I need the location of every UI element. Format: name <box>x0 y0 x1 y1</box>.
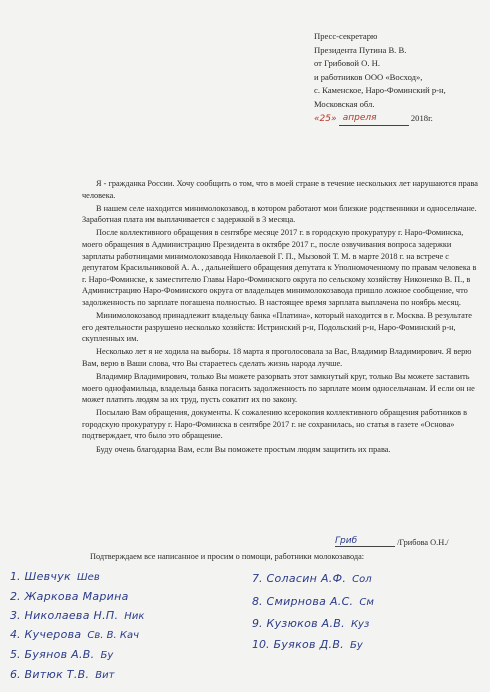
addressee-line: с. Каменское, Наро-Фоминский р-н, <box>314 85 446 96</box>
signer-name: Кучерова <box>24 628 82 641</box>
signer-row <box>10 609 144 622</box>
signer-name: Соласин А.Ф. <box>266 572 347 585</box>
body-paragraph: Посылаю Вам обращения, документы. К сожалению ксерокопия коллективного обращения работников в городскую прокуратуру г. Наро-Фоминска в сентябре 2017 г. не сохранилась, но статья в газете «Основа» подтверждает, что было это обращение. <box>82 408 468 441</box>
signer-name: Буянов А.В. <box>24 648 95 661</box>
date-day: «25» <box>314 113 337 124</box>
signer-row <box>10 590 135 603</box>
signer-signature: Вит <box>95 670 115 681</box>
signer-row <box>252 572 372 585</box>
signer-name: Смирнова А.С. <box>266 595 354 608</box>
signer-number: 5. <box>10 648 21 661</box>
signer-number: 10. <box>252 638 270 651</box>
signer-number: 7. <box>252 572 263 585</box>
date-year: 2018г. <box>410 112 433 123</box>
body-paragraph: Буду очень благодарна Вам, если Вы поможете простым людям защитить их права. <box>96 444 391 454</box>
signer-signature: Сол <box>352 574 372 585</box>
signer-signature: Шев <box>76 572 100 583</box>
addressee-line: Пресс-секретарю <box>314 31 378 41</box>
signer-number: 1. <box>10 570 21 583</box>
signer-row <box>252 595 374 608</box>
author-signature <box>335 536 449 547</box>
signer-name: Шевчук <box>24 570 71 583</box>
signer-row <box>252 638 363 651</box>
body-paragraph: Я - гражданка России. Хочу сообщить о том, что в моей стране в течение нескольких лет нарушаются права человека. <box>82 179 478 200</box>
signer-name: Кузюков А.В. <box>266 617 345 630</box>
signer-signature: Ник <box>124 611 145 622</box>
signature-name: /Грибова О.Н./ <box>397 538 449 547</box>
addressee-line: от Грибовой О. Н. <box>314 58 380 69</box>
signer-number: 8. <box>252 595 263 608</box>
signer-number: 4. <box>10 628 21 641</box>
body-paragraph: Минимолокозавод принадлежит владельцу банка «Платина», который находится в г. Москва. В результате его деятельности разрушено несколько хозяйств: Истринский р-н, Подольский р-н, Наро-Фоминский р-н, скупленных им. <box>82 311 472 344</box>
body-paragraph: В нашем селе находится минимолокозавод, в котором работают мои близкие родственники и односельчане. Заработная плата им выплачивается с задержкой в 3 месяца. <box>82 203 477 225</box>
signer-signature: Св. В. Кач <box>87 630 140 641</box>
addressee-line: и работников ООО «Восход», <box>314 71 423 82</box>
signer-row <box>10 628 139 641</box>
signature-mark: Гриб <box>335 536 395 547</box>
signer-name: Буяков Д.В. <box>273 638 344 651</box>
addressee-line: Московская обл. <box>314 98 375 109</box>
signer-signature: Куз <box>350 619 370 630</box>
signer-row <box>10 570 100 583</box>
date-month: апреля <box>342 112 377 123</box>
signer-row <box>252 617 369 630</box>
signer-row <box>10 648 113 661</box>
date-month-field <box>339 112 409 126</box>
letter-date <box>314 112 486 127</box>
signer-number: 9. <box>252 617 263 630</box>
signer-name: Витюк Т.В. <box>24 668 90 681</box>
addressee-block <box>314 30 486 126</box>
signer-signature: Бу <box>100 650 114 661</box>
closing-statement: Подтверждаем все написанное и просим о помощи, работники молокозавода: <box>90 552 365 561</box>
body-paragraph: Владимир Владимирович, только Вы можете разорвать этот замкнутый круг, только Вы можете заставить моего однофамильца, владельца банка погасить задолженность по зарплате моим односельчанам. И если он не может платить людям за их труд, пусть сокатит их по закону. <box>82 372 475 405</box>
addressee-line: Президента Путина В. В. <box>314 44 407 55</box>
signer-name: Николаева Н.П. <box>24 609 119 622</box>
signer-signature: См <box>359 597 374 608</box>
signer-number: 6. <box>10 668 21 681</box>
body-paragraph: После коллективного обращения в сентябре месяце 2017 г. в городскую прокуратуру г. Наро-Фоминска, моего обращения в Администрацию Президента в октябре 2017 г., после озвучивания вопроса задержки зарплаты работницами минимолокозавода Николаевой Г. П., Мызовой Т. М. в марте 2018 г. на встрече с депутатом Красильниковой А. А. , дальнейшего обращения депутата к Уполномоченному по правам человека в г. Наро-Фоминске, к заместителю Главы Наро-Фоминского округа по сельскому хозяйству Никоненко В. П., в Администрацию Наро-Фоминского округа от владельцев минимолокозавода пришло ложное сообщение, что задолженность по зарплате погашена полностью. В настоящее время зарплата выплачена по ноябрь месяц. <box>82 228 477 307</box>
signer-signature: Бу <box>349 640 363 651</box>
letter-body <box>82 178 482 457</box>
signer-row <box>10 668 114 681</box>
signer-name: Жаркова Марина <box>24 590 129 603</box>
signer-number: 2. <box>10 590 21 603</box>
body-paragraph: Несколько лет я не ходила на выборы. 18 марта я проголосовала за Вас, Владимир Владимирович. Я верю Вам, верю в Ваши слова, что Вы стараетесь сделать жизнь народа лучше. <box>82 347 472 368</box>
signer-number: 3. <box>10 609 21 622</box>
